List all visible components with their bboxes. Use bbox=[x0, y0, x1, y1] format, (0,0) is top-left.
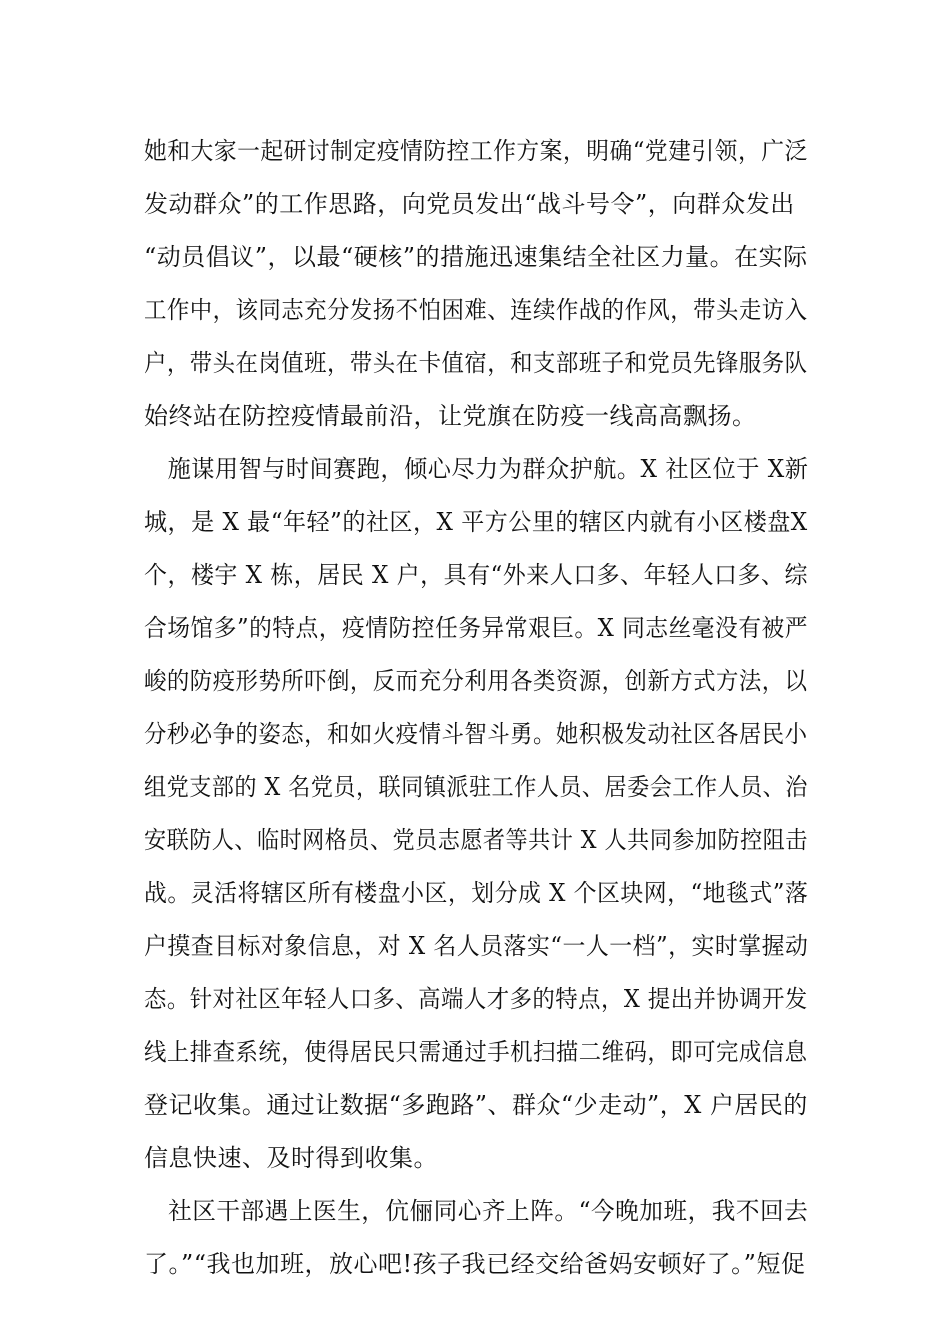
text-line: 峻的防疫形势所吓倒，反而充分利用各类资源，创新方式方法，以 bbox=[144, 667, 808, 695]
text-line: “动员倡议”，以最“硬核”的措施迅速集结全社区力量。在实际 bbox=[144, 243, 808, 271]
text-line: 城，是 X 最“年轻”的社区，X 平方公里的辖区内就有小区楼盘X bbox=[144, 508, 808, 536]
text-line: 施谋用智与时间赛跑，倾心尽力为群众护航。X 社区位于 X新 bbox=[144, 455, 809, 483]
text-line: 战。灵活将辖区所有楼盘小区，划分成 X 个区块网，“地毯式”落 bbox=[144, 879, 809, 907]
text-line: 了。”“我也加班，放心吧!孩子我已经交给爸妈安顿好了。”短促 bbox=[144, 1250, 806, 1278]
paragraph bbox=[144, 443, 808, 1185]
text-line: 个，楼宇 X 栋，居民 X 户，具有“外来人口多、年轻人口多、综 bbox=[144, 561, 808, 589]
text-line: 线上排查系统，使得居民只需通过手机扫描二维码，即可完成信息 bbox=[144, 1038, 808, 1066]
text-line: 态。针对社区年轻人口多、高端人才多的特点，X 提出并协调开发 bbox=[144, 985, 808, 1013]
text-line: 她和大家一起研讨制定疫情防控工作方案，明确“党建引领，广泛 bbox=[144, 137, 808, 165]
paragraph bbox=[144, 125, 808, 443]
paragraph bbox=[144, 1185, 808, 1291]
text-line: 分秒必争的姿态，和如火疫情斗智斗勇。她积极发动社区各居民小 bbox=[144, 720, 808, 748]
text-line: 户摸查目标对象信息，对 X 名人员落实“一人一档”，实时掌握动 bbox=[144, 932, 809, 960]
body-text bbox=[144, 125, 808, 1291]
text-line: 信息快速、及时得到收集。 bbox=[144, 1144, 438, 1172]
text-line: 社区干部遇上医生，伉俪同心齐上阵。“今晚加班，我不回去 bbox=[144, 1197, 809, 1225]
text-line: 发动群众”的工作思路，向党员发出“战斗号令”，向群众发出 bbox=[144, 190, 795, 218]
text-line: 登记收集。通过让数据“多跑路”、群众“少走动”，X 户居民的 bbox=[144, 1091, 808, 1119]
text-line: 组党支部的 X 名党员，联同镇派驻工作人员、居委会工作人员、治 bbox=[144, 773, 808, 801]
text-line: 工作中，该同志充分发扬不怕困难、连续作战的作风，带头走访入 bbox=[144, 296, 808, 324]
text-line: 安联防人、临时网格员、党员志愿者等共计 X 人共同参加防控阻击 bbox=[144, 826, 808, 854]
text-line: 始终站在防控疫情最前沿，让党旗在防疫一线高高飘扬。 bbox=[144, 402, 757, 430]
text-line: 户，带头在岗值班，带头在卡值宿，和支部班子和党员先锋服务队 bbox=[144, 349, 808, 377]
text-line: 合场馆多”的特点，疫情防控任务异常艰巨。X 同志丝毫没有被严 bbox=[144, 614, 808, 642]
